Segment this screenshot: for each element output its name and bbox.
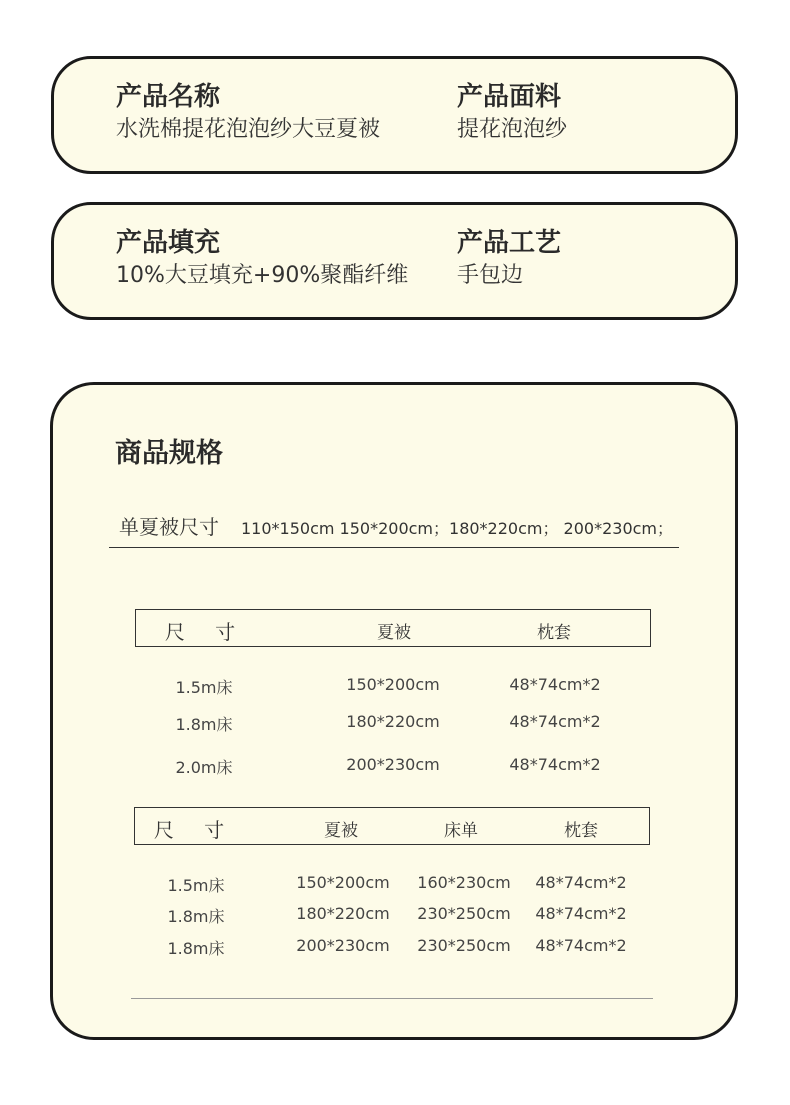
table2-cell: 230*250cm [417,904,511,923]
single-size-label: 单夏被尺寸 [119,515,219,539]
table1-cell: 180*220cm [346,712,440,731]
product-craft-field [457,227,561,291]
table1-row [135,712,651,736]
table2-cell: 150*200cm [296,873,390,892]
table2-header [134,807,650,845]
table2-row [134,904,650,928]
product-filling-value: 10%大豆填充+90%聚酯纤维 [116,263,409,288]
single-size-row [119,511,673,540]
product-fabric-label: 产品面料 [457,82,562,112]
table1-cell: 1.5m床 [175,678,233,697]
table2-cell: 1.8m床 [167,907,225,926]
table2-header-quilt: 夏被 [324,821,358,841]
bottom-divider [131,998,653,999]
table2-row [134,936,650,960]
table1-cell: 2.0m床 [175,758,233,777]
table1-row [135,755,651,779]
table2-cell: 180*220cm [296,904,390,923]
product-name-value: 水洗棉提花泡泡纱大豆夏被 [116,117,381,142]
table1-cell: 150*200cm [346,675,440,694]
product-fabric-field [457,81,567,145]
product-filling-label: 产品填充 [116,228,221,258]
table1-header [135,609,651,647]
product-info-card-1 [51,56,738,174]
product-name-field [116,81,380,145]
table1-cell: 48*74cm*2 [509,755,601,774]
spec-card [50,382,738,1040]
table2-cell: 1.5m床 [167,876,225,895]
table1-cell: 48*74cm*2 [509,712,601,731]
table2-header-sheet: 床单 [444,821,478,841]
divider [109,547,679,548]
table1-header-size: 尺 寸 [164,620,248,644]
product-filling-field [116,227,408,291]
product-craft-value: 手包边 [457,263,524,288]
table1-row [135,675,651,699]
product-craft-label: 产品工艺 [457,228,562,258]
table2-cell: 200*230cm [296,936,390,955]
product-name-label: 产品名称 [116,82,221,112]
table2-cell: 48*74cm*2 [535,936,627,955]
table1-header-quilt: 夏被 [377,623,411,643]
product-info-card-2 [51,202,738,320]
spec-title: 商品规格 [115,438,223,469]
table2-cell: 160*230cm [417,873,511,892]
product-fabric-value: 提花泡泡纱 [457,117,568,142]
table2-cell: 48*74cm*2 [535,904,627,923]
table2-header-pillowcase: 枕套 [564,821,598,841]
table1-cell: 200*230cm [346,755,440,774]
table1-cell: 48*74cm*2 [509,675,601,694]
table2-row [134,873,650,897]
table2-cell: 48*74cm*2 [535,873,627,892]
table2-cell: 1.8m床 [167,939,225,958]
single-size-values: 110*150cm 150*200cm；180*220cm； 200*230cm； [241,519,674,538]
table1-header-pillowcase: 枕套 [537,623,571,643]
table1-cell: 1.8m床 [175,715,233,734]
table2-cell: 230*250cm [417,936,511,955]
table2-header-size: 尺 寸 [153,818,237,842]
